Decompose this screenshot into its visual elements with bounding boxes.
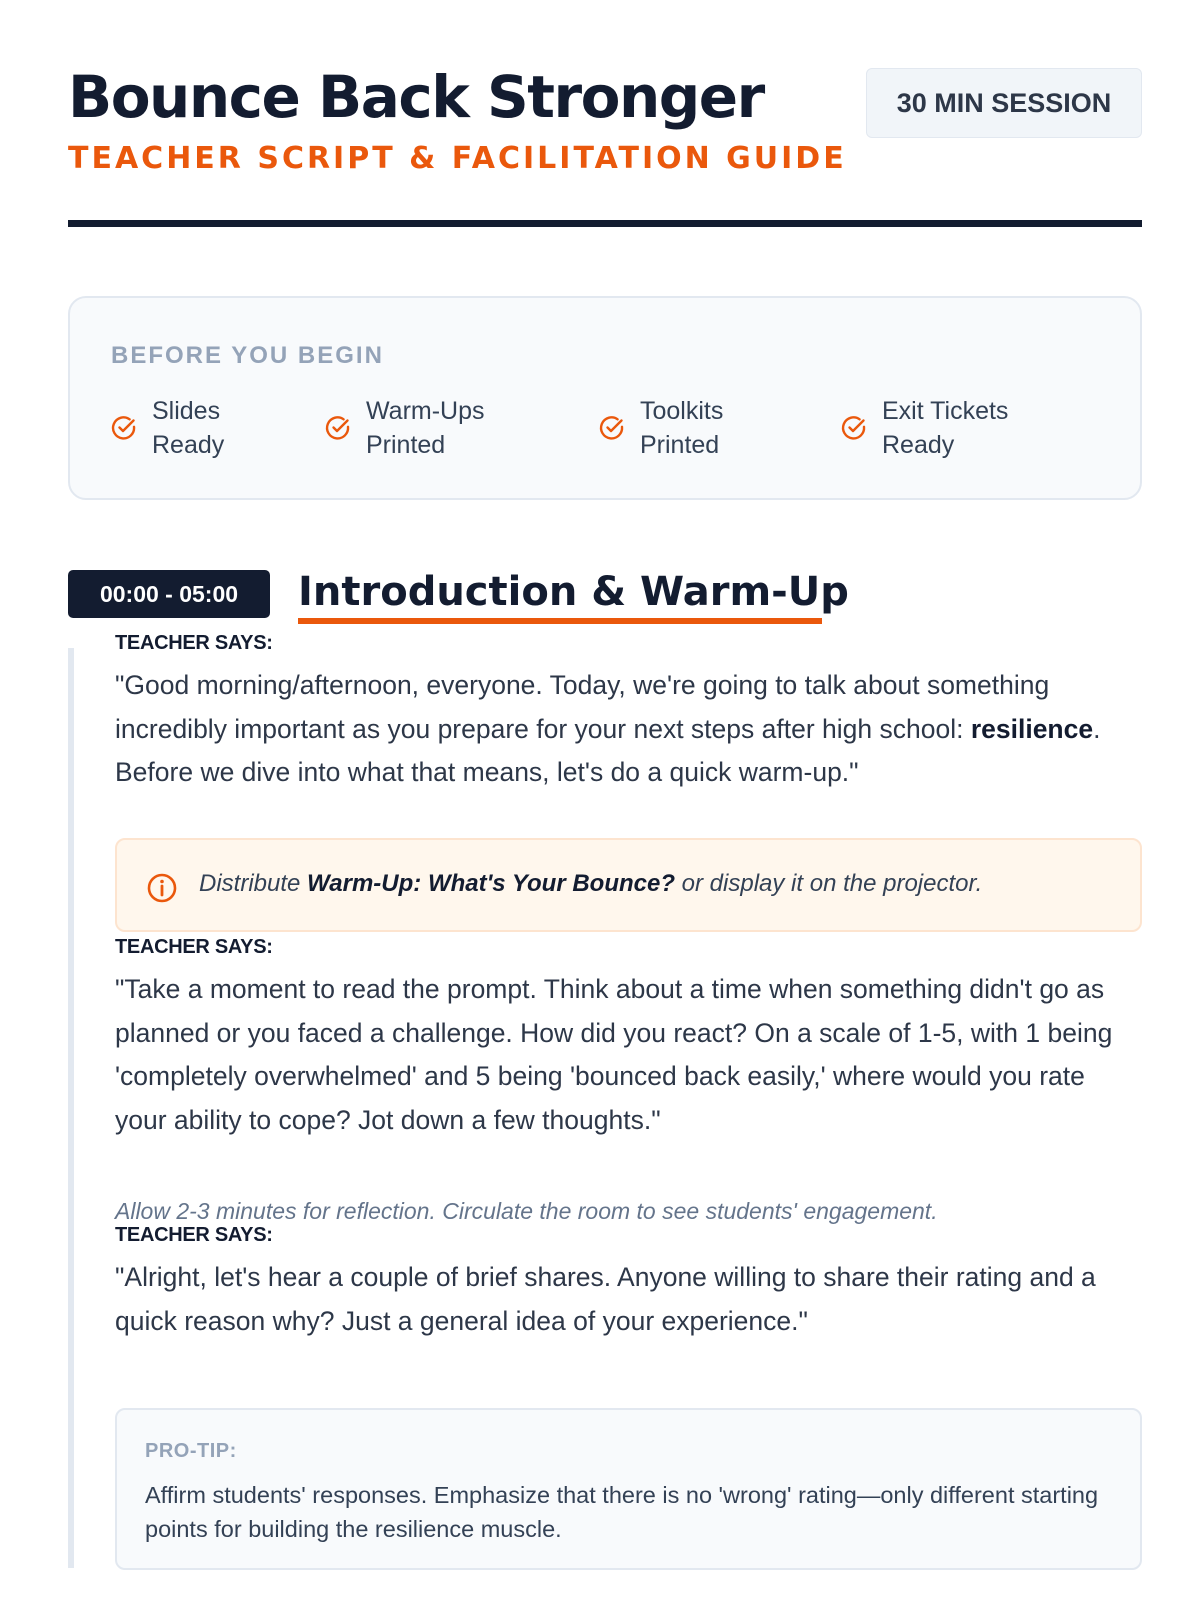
page-title: Bounce Back Stronger: [68, 63, 764, 131]
facilitation-guide-page: [68, 0, 1142, 1542]
check-circle-icon: [598, 414, 626, 442]
check-circle-icon: [840, 414, 868, 442]
segment-title: Introduction & Warm-Up: [298, 569, 849, 615]
checklist-item-label: Warm-Ups Printed: [366, 397, 485, 459]
checklist-item-exit-tickets: [840, 394, 1008, 462]
segment-header: [68, 570, 1142, 620]
page-subtitle: TEACHER SCRIPT & FACILITATION GUIDE: [68, 141, 847, 176]
check-circle-icon: [324, 414, 352, 442]
info-circle-icon: [146, 872, 178, 904]
checklist-item-warm-ups: [324, 394, 485, 462]
checklist-item-slides: [110, 394, 224, 462]
segment-script: [68, 632, 1142, 1568]
pro-tip-box: [115, 1408, 1142, 1570]
teacher-says-label: TEACHER SAYS:: [115, 936, 273, 958]
segment-time-badge: 00:00 - 05:00: [68, 570, 270, 618]
teacher-says-text: "Alright, let's hear a couple of brief shares. Anyone willing to share their rating and a quick reason why? Just a general idea of your experience.": [115, 1262, 1096, 1336]
teacher-says-label: TEACHER SAYS:: [115, 1224, 273, 1246]
checklist-item-label: Exit Tickets Ready: [882, 397, 1009, 459]
handout-title: Warm-Up: What's Your Bounce?: [307, 870, 675, 897]
session-length-badge: 30 MIN SESSION: [866, 68, 1142, 138]
page-header: [68, 0, 1142, 232]
pro-tip-text: Affirm students' responses. Emphasize that there is no 'wrong' rating—only different starting points for building the resilience muscle.: [145, 1482, 1099, 1542]
teacher-says-label: TEACHER SAYS:: [115, 632, 273, 654]
teacher-says-text: "Good morning/afternoon, everyone. Today, we're going to talk about something incredibly important as you prepare for your next steps after high school: resilience. Before we dive into what that means, let's do a quick warm-up.": [115, 670, 1101, 787]
instruction-note: [115, 838, 1142, 932]
checklist-heading: BEFORE YOU BEGIN: [111, 342, 384, 369]
script-side-bar: [68, 648, 74, 1568]
segment-title-underline: [298, 618, 822, 624]
checklist-item-label: Toolkits Printed: [640, 397, 724, 459]
emphasis-keyword: resilience: [970, 713, 1094, 744]
header-divider: [68, 220, 1142, 227]
teacher-says-text: "Take a moment to read the prompt. Think about a time when something didn't go as planned or you faced a challenge. How did you react? On a scale of 1-5, with 1 being 'completely overwhelmed' and 5 being 'bounced back easily,' where would you rate your ability to cope? Jot down a few thoughts.": [115, 974, 1113, 1135]
checklist-item-toolkits: [598, 394, 723, 462]
stage-direction: Allow 2-3 minutes for reflection. Circulate the room to see students' engagement.: [115, 1198, 938, 1224]
checklist-item-label: Slides Ready: [152, 397, 225, 459]
before-you-begin-checklist: [68, 296, 1142, 500]
pro-tip-label: PRO-TIP:: [145, 1440, 237, 1462]
check-circle-icon: [110, 414, 138, 442]
instruction-note-text: Distribute Warm-Up: What's Your Bounce? or display it on the projector.: [199, 870, 983, 897]
